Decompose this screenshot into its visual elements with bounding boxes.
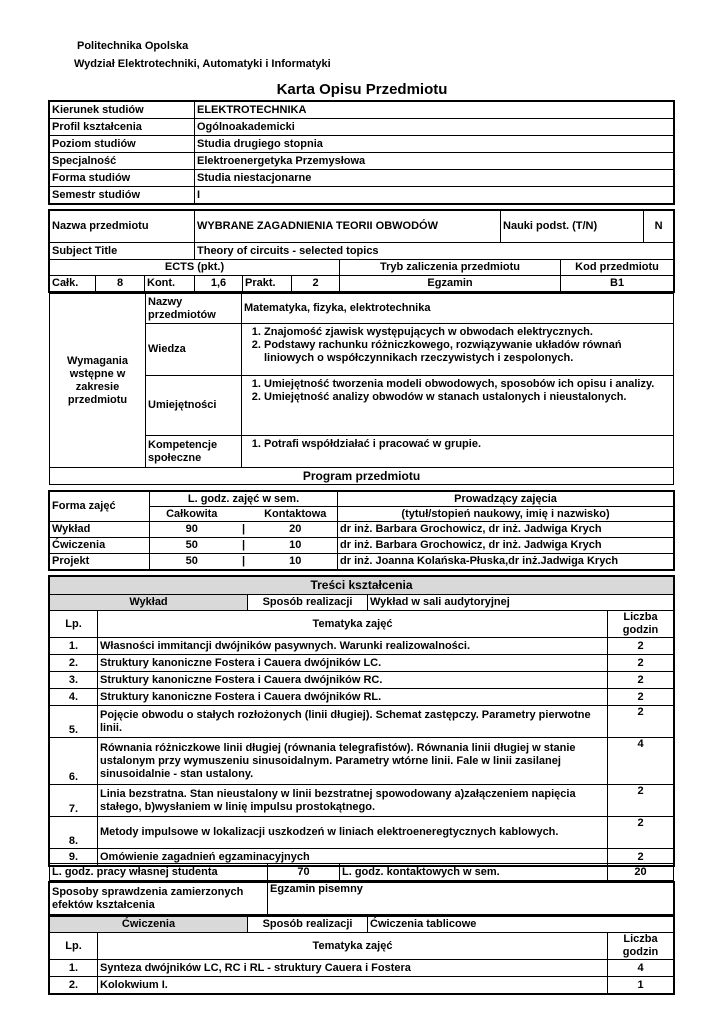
exercises-form: Ćwiczenia [50, 917, 248, 933]
lecture-lp: 8. [50, 817, 98, 849]
study-info-label: Poziom studiów [50, 136, 195, 153]
program-total: 90 [150, 522, 234, 538]
lecture-topic: Własności immitancji dwójników pasywnych. Warunki realizowalności. [98, 638, 608, 655]
lecture-topic: Struktury kanoniczne Fostera i Cauera dwójników LC. [98, 655, 608, 672]
lecture-topic: Linia bezstratna. Stan nieustalony w linii bezstratnej spowodowany a)załączeniem napięcia stałego, b)wysłaniem w linię impulsu prostokątnego. [98, 785, 608, 817]
lecture-topic: Metody impulsowe w lokalizacji uszkodzeń w liniach elektroeneregtycznych kablowych. [98, 817, 608, 849]
course-names-label: Nazwy przedmiotów [146, 294, 242, 324]
ects-kont-value: 1,6 [195, 276, 243, 292]
mode-header: Tryb zaliczenia przedmiotu [340, 260, 561, 276]
study-info-value: Elektroenergetyka Przemysłowa [195, 153, 674, 170]
verification-table [49, 882, 674, 915]
verification-value: Egzamin pisemny [268, 883, 674, 915]
ects-prakt-value: 2 [292, 276, 340, 292]
form-header: Forma zajęć [50, 492, 150, 522]
summary-table [49, 863, 674, 881]
lecture-hours: 2 [608, 785, 674, 817]
program-total: 50 [150, 538, 234, 554]
exercise-hours: 1 [608, 977, 674, 994]
lecture-topic: Pojęcie obwodu o stałych rozłożonych (linii długiej). Schemat zastępczy. Parametry pierwotne linii. [98, 706, 608, 738]
ects-header: ECTS (pkt.) [50, 260, 340, 276]
program-contact: 10 [254, 554, 338, 570]
lecture-hours: 2 [608, 849, 674, 866]
hours-header: L. godz. zajęć w sem. [150, 492, 338, 507]
basic-science-label: Nauki podst. (T/N) [501, 211, 644, 243]
exercise-topic: Synteza dwójników LC, RC i RL - struktury Cauera i Fostera [98, 960, 608, 977]
program-table [49, 491, 674, 570]
lecture-hours: 2 [608, 817, 674, 849]
lecture-lp: 2. [50, 655, 98, 672]
study-info-label: Kierunek studiów [50, 102, 195, 119]
program-sep: | [234, 538, 254, 554]
mode-value: Egzamin [340, 276, 561, 292]
topic-header: Tematyka zajęć [98, 933, 608, 960]
social-item: 1. Potrafi współdziałać i pracować w grupie. [264, 438, 671, 451]
program-teacher: dr inż. Barbara Grochowicz, dr inż. Jadwiga Krych [338, 522, 674, 538]
requirements-label: Wymagania wstępne w zakresie przedmiotu [50, 294, 146, 468]
teacher-subheader: (tytuł/stopień naukowy, imię i nazwisko) [338, 507, 674, 522]
lp-header: Lp. [50, 933, 98, 960]
knowledge-item: 1. Znajomość zjawisk występujących w obwodach elektrycznych. [264, 326, 671, 339]
study-info-value: Studia drugiego stopnia [195, 136, 674, 153]
topic-header: Tematyka zajęć [98, 611, 608, 638]
program-form: Projekt [50, 554, 150, 570]
study-info-value: I [195, 187, 674, 204]
ects-prakt-label: Prakt. [243, 276, 292, 292]
lecture-hours: 2 [608, 672, 674, 689]
program-sep: | [234, 554, 254, 570]
exercise-hours: 4 [608, 960, 674, 977]
lecture-lp: 6. [50, 738, 98, 785]
skills-list [244, 378, 671, 404]
lecture-method-value: Wykład w sali audytoryjnej [368, 595, 674, 611]
code-header: Kod przedmiotu [561, 260, 674, 276]
skills-item: 2. Umiejętność analizy obwodów w stanach ustalonych i nieustalonych. [264, 391, 671, 404]
lecture-hours: 2 [608, 638, 674, 655]
program-sep: | [234, 522, 254, 538]
knowledge-list [244, 326, 671, 365]
basic-science-value: N [644, 211, 674, 243]
subject-title-value: Theory of circuits - selected topics [195, 243, 674, 260]
program-teacher: dr inż. Joanna Kolańska-Płuska,dr inż.Jadwiga Krych [338, 554, 674, 570]
lecture-form: Wykład [50, 595, 248, 611]
skills-label: Umiejętności [146, 376, 242, 436]
knowledge-item: 2. Podstawy rachunku różniczkowego, rozwiązywanie układów równań liniowych o współczynnikach rzeczywistych i zespolonych. [264, 339, 671, 365]
teacher-header: Prowadzący zajęcia [338, 492, 674, 507]
program-form: Wykład [50, 522, 150, 538]
university-name: Politechnika Opolska [77, 40, 189, 52]
study-info-label: Specjalność [50, 153, 195, 170]
program-contact: 10 [254, 538, 338, 554]
lecture-method-label: Sposób realizacji [248, 595, 368, 611]
own-work-value: 70 [268, 864, 340, 881]
lecture-topic: Struktury kanoniczne Fostera i Cauera dwójników RC. [98, 672, 608, 689]
exercise-lp: 2. [50, 977, 98, 994]
requirements-table [49, 293, 674, 485]
hours-col-header: Liczba godzin [608, 933, 674, 960]
lecture-lp: 7. [50, 785, 98, 817]
ects-total-value: 8 [96, 276, 145, 292]
ects-total-label: Całk. [50, 276, 96, 292]
social-list [244, 438, 671, 451]
contact-hours-label: L. godz. kontaktowych w sem. [340, 864, 608, 881]
lecture-topic: Omówienie zagadnień egzaminacyjnych [98, 849, 608, 866]
contact-header: Kontaktowa [254, 507, 338, 522]
hours-col-header: Liczba godzin [608, 611, 674, 638]
study-info-label: Semestr studiów [50, 187, 195, 204]
study-info-value: Ogólnoakademicki [195, 119, 674, 136]
social-label: Kompetencje społeczne [146, 436, 242, 468]
skills-item: 1. Umiejętność tworzenia modeli obwodowych, sposobów ich opisu i analizy. [264, 378, 671, 391]
contents-title: Treści kształcenia [50, 577, 674, 595]
exercises-method-label: Sposób realizacji [248, 917, 368, 933]
lecture-hours: 2 [608, 655, 674, 672]
program-total: 50 [150, 554, 234, 570]
contact-hours-value: 20 [608, 864, 674, 881]
lecture-lp: 9. [50, 849, 98, 866]
course-name-label: Nazwa przedmiotu [50, 211, 195, 243]
exercises-method-value: Ćwiczenia tablicowe [368, 917, 674, 933]
subject-title-label: Subject Title [50, 243, 195, 260]
study-info-value: Studia niestacjonarne [195, 170, 674, 187]
page-title: Karta Opisu Przedmiotu [276, 81, 448, 98]
study-info-value: ELEKTROTECHNIKA [195, 102, 674, 119]
lecture-hours: 4 [608, 738, 674, 785]
program-form: Ćwiczenia [50, 538, 150, 554]
program-contact: 20 [254, 522, 338, 538]
lecture-lp: 4. [50, 689, 98, 706]
lecture-topic: Równania różniczkowe linii długiej (równania telegrafistów). Równania linii długiej w stanie ustalonym przy wymuszeniu sinusoidalnym. Parametry wtórne linii. Fale w linii zasilanej sinusoidalnie - stan ustalony. [98, 738, 608, 785]
lecture-topic: Struktury kanoniczne Fostera i Cauera dwójników RL. [98, 689, 608, 706]
contents-table [49, 576, 674, 866]
course-name-value: WYBRANE ZAGADNIENIA TEORII OBWODÓW [195, 211, 501, 243]
lecture-lp: 5. [50, 706, 98, 738]
exercise-lp: 1. [50, 960, 98, 977]
faculty-name: Wydział Elektrotechniki, Automatyki i Informatyki [74, 58, 331, 70]
exercises-table [49, 916, 674, 994]
lecture-hours: 2 [608, 706, 674, 738]
total-header: Całkowita [150, 507, 234, 522]
knowledge-label: Wiedza [146, 324, 242, 376]
lecture-lp: 1. [50, 638, 98, 655]
lecture-hours: 2 [608, 689, 674, 706]
lecture-lp: 3. [50, 672, 98, 689]
code-value: B1 [561, 276, 674, 292]
study-info-label: Forma studiów [50, 170, 195, 187]
own-work-label: L. godz. pracy własnej studenta [50, 864, 268, 881]
course-names-value: Matematyka, fizyka, elektrotechnika [242, 294, 674, 324]
verification-label: Sposoby sprawdzenia zamierzonych efektów kształcenia [50, 883, 268, 915]
ects-kont-label: Kont. [145, 276, 195, 292]
exercise-topic: Kolokwium I. [98, 977, 608, 994]
lp-header: Lp. [50, 611, 98, 638]
study-info-label: Profil kształcenia [50, 119, 195, 136]
study-info-table [49, 101, 674, 204]
program-title: Program przedmiotu [50, 468, 674, 485]
program-teacher: dr inż. Barbara Grochowicz, dr inż. Jadwiga Krych [338, 538, 674, 554]
course-info-table [49, 210, 674, 292]
